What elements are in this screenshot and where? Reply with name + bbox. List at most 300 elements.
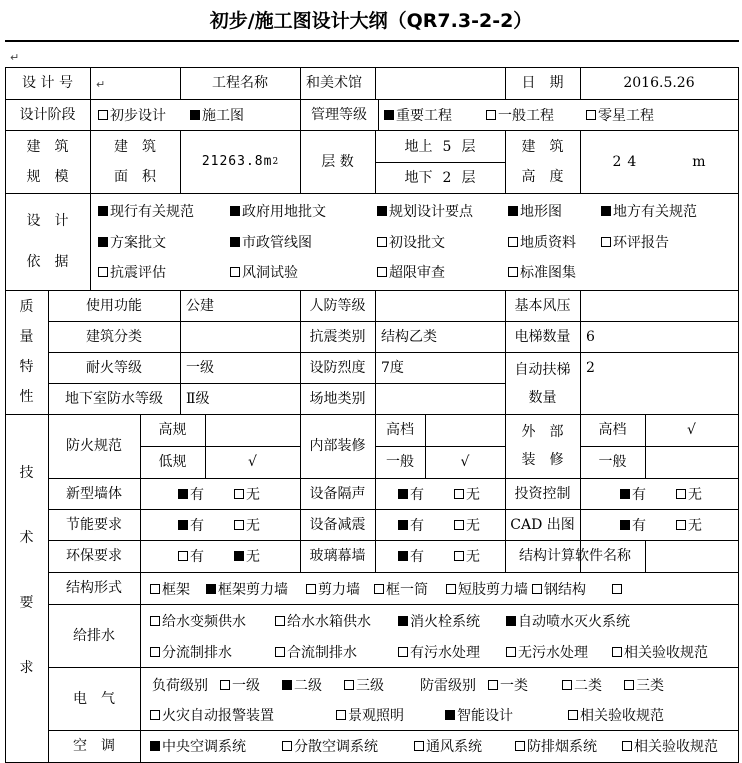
quality-label-text: 场地类别 bbox=[309, 390, 366, 407]
floors-label bbox=[300, 132, 375, 192]
checkbox[interactable] bbox=[620, 520, 630, 530]
checkbox[interactable] bbox=[454, 520, 464, 530]
checkbox-label: 分流制排水 bbox=[162, 645, 232, 661]
fire-high-label bbox=[140, 414, 205, 446]
env-label bbox=[48, 540, 140, 572]
fire-low-value-text: √ bbox=[248, 454, 257, 470]
checkbox[interactable] bbox=[230, 237, 240, 247]
floors-above[interactable] bbox=[375, 132, 505, 162]
checkbox[interactable] bbox=[398, 616, 408, 626]
checkbox-label: 重要工程 bbox=[396, 108, 452, 124]
checkbox[interactable] bbox=[190, 110, 200, 120]
checkbox-label: 初步设计 bbox=[110, 108, 166, 124]
wall-yes[interactable] bbox=[178, 485, 204, 503]
checkbox-label: 方案批文 bbox=[110, 235, 166, 251]
int-high-label-text: 高档 bbox=[386, 422, 414, 438]
checkbox[interactable] bbox=[624, 680, 634, 690]
checkbox[interactable] bbox=[532, 584, 542, 594]
fire-code-label-text: 防火规范 bbox=[66, 438, 122, 454]
quality-side-label-part: 量 bbox=[19, 329, 34, 345]
option-minor[interactable] bbox=[586, 106, 654, 124]
checkbox-label: 通风系统 bbox=[426, 739, 482, 755]
quality-label-text: 地下室防水等级 bbox=[65, 390, 163, 407]
floors-below-part: 2 bbox=[442, 169, 452, 186]
table-rule bbox=[90, 67, 91, 131]
checkbox[interactable] bbox=[508, 237, 518, 247]
damp-label-text: 设备减震 bbox=[309, 516, 366, 533]
checkbox[interactable] bbox=[398, 647, 408, 657]
hvac-option[interactable] bbox=[622, 737, 718, 755]
checkbox[interactable] bbox=[98, 206, 108, 216]
area-unit-sup: 2 bbox=[272, 157, 279, 167]
ext-normal-value[interactable] bbox=[645, 446, 742, 478]
checkbox[interactable] bbox=[486, 110, 496, 120]
load-label bbox=[146, 676, 222, 696]
checkbox[interactable] bbox=[398, 489, 408, 499]
ext-label-part: 外 部 bbox=[521, 424, 564, 440]
quality-value[interactable] bbox=[375, 352, 511, 383]
struct-option[interactable] bbox=[306, 580, 360, 598]
checkbox[interactable] bbox=[234, 520, 244, 530]
checkbox[interactable] bbox=[620, 489, 630, 499]
elec-option[interactable] bbox=[568, 706, 664, 724]
tech-side-label bbox=[5, 440, 48, 700]
ext-high-label-text: 高档 bbox=[598, 422, 627, 438]
checkbox[interactable] bbox=[150, 584, 160, 594]
checkbox-label: 有 bbox=[410, 486, 424, 503]
table-rule bbox=[48, 509, 739, 510]
checkbox-label: 规划设计要点 bbox=[389, 204, 473, 220]
checkbox-label: 超限审查 bbox=[389, 265, 445, 281]
option-general[interactable] bbox=[486, 106, 554, 124]
water-option[interactable] bbox=[150, 643, 232, 661]
software-value[interactable] bbox=[645, 540, 742, 572]
elec-option[interactable] bbox=[445, 706, 513, 724]
checkbox-label: 火灾自动报警装置 bbox=[162, 708, 274, 724]
sound-label-text: 设备隔声 bbox=[309, 485, 366, 502]
checkbox[interactable] bbox=[150, 741, 160, 751]
env-no[interactable] bbox=[234, 547, 260, 565]
checkbox-label: 有 bbox=[410, 517, 424, 534]
checkbox-label: 框架剪力墙 bbox=[218, 582, 288, 598]
checkbox-label: 合流制排水 bbox=[287, 645, 357, 661]
table-rule bbox=[738, 67, 739, 763]
date-value[interactable] bbox=[580, 70, 738, 96]
cad-yes[interactable] bbox=[620, 516, 646, 534]
basis-option[interactable] bbox=[508, 263, 576, 281]
struct-option[interactable] bbox=[374, 580, 428, 598]
checkbox[interactable] bbox=[282, 680, 292, 690]
checkbox-label: 给水水箱供水 bbox=[287, 614, 371, 630]
checkbox-label: 三类 bbox=[636, 678, 664, 694]
lightning-label bbox=[414, 676, 490, 696]
basis-option[interactable] bbox=[230, 263, 298, 281]
lightning-option[interactable] bbox=[562, 676, 602, 694]
quality-side-label-part: 质 bbox=[19, 299, 34, 315]
invest-label-text: 投资控制 bbox=[514, 485, 571, 502]
checkbox-label: 三级 bbox=[356, 678, 384, 694]
checkbox-label: 有 bbox=[190, 517, 204, 534]
table-rule bbox=[48, 667, 739, 668]
basis-option[interactable] bbox=[508, 233, 576, 251]
checkbox[interactable] bbox=[622, 741, 632, 751]
floors-above-part: 层 bbox=[461, 139, 476, 155]
checkbox-label: 分散空调系统 bbox=[294, 739, 378, 755]
checkbox[interactable] bbox=[98, 237, 108, 247]
checkbox[interactable] bbox=[676, 520, 686, 530]
quality-value[interactable] bbox=[580, 352, 742, 383]
checkbox[interactable] bbox=[377, 206, 387, 216]
table-rule bbox=[5, 193, 739, 194]
checkbox[interactable] bbox=[98, 110, 108, 120]
checkbox[interactable] bbox=[676, 489, 686, 499]
checkbox-label: 无 bbox=[688, 517, 702, 534]
ext-high-value-text: √ bbox=[687, 422, 696, 438]
checkbox[interactable] bbox=[206, 584, 216, 594]
int-high-label bbox=[375, 414, 425, 446]
water-option[interactable] bbox=[506, 612, 630, 630]
design-stage-label bbox=[5, 101, 90, 128]
checkbox[interactable] bbox=[230, 267, 240, 277]
scale-label-part: 建 筑 bbox=[26, 139, 69, 155]
checkbox-label: 相关验收规范 bbox=[580, 708, 664, 724]
ext-high-value[interactable] bbox=[645, 414, 738, 446]
quality-value[interactable] bbox=[180, 352, 306, 383]
quality-value-text: Ⅱ级 bbox=[186, 390, 210, 407]
checkbox[interactable] bbox=[446, 584, 456, 594]
basis-option[interactable] bbox=[377, 202, 473, 220]
cad-label-text: CAD 出图 bbox=[510, 516, 575, 533]
quality-label-text: 基本风压 bbox=[514, 297, 571, 314]
checkbox[interactable] bbox=[398, 551, 408, 561]
basis-option[interactable] bbox=[377, 263, 445, 281]
date-label bbox=[505, 70, 580, 96]
energy-yes[interactable] bbox=[178, 516, 204, 534]
hvac-option[interactable] bbox=[414, 737, 482, 755]
checkbox[interactable] bbox=[414, 741, 424, 751]
load-option[interactable] bbox=[344, 676, 384, 694]
checkbox[interactable] bbox=[178, 520, 188, 530]
basis-option[interactable] bbox=[601, 233, 669, 251]
invest-label bbox=[505, 478, 580, 509]
basis-option[interactable] bbox=[98, 202, 194, 220]
checkbox[interactable] bbox=[377, 267, 387, 277]
quality-value-text: 结构乙类 bbox=[381, 328, 437, 345]
energy-no[interactable] bbox=[234, 516, 260, 534]
project-name-label-text: 工程名称 bbox=[212, 75, 268, 91]
checkbox[interactable] bbox=[98, 267, 108, 277]
checkbox-label: 有 bbox=[410, 549, 424, 565]
checkbox-label: 防排烟系统 bbox=[527, 739, 597, 755]
checkbox[interactable] bbox=[344, 680, 354, 690]
checkbox-label: 钢结构 bbox=[544, 582, 586, 598]
checkbox[interactable] bbox=[562, 680, 572, 690]
checkbox-label: 有 bbox=[190, 549, 204, 565]
floors-below-part: 地下 bbox=[404, 169, 433, 186]
scale-label-part: 规 模 bbox=[26, 169, 69, 185]
quality-side-label-part: 特 bbox=[19, 359, 34, 375]
date-value-text: 2016.5.26 bbox=[623, 75, 695, 91]
checkbox[interactable] bbox=[178, 551, 188, 561]
checkbox-label: 有 bbox=[632, 517, 646, 534]
quality-label-text: 抗震类别 bbox=[309, 328, 366, 345]
design-stage-label-text: 设计阶段 bbox=[19, 106, 76, 123]
checkbox-label: 相关验收规范 bbox=[634, 739, 718, 755]
invest-no[interactable] bbox=[676, 485, 702, 503]
floors-below[interactable] bbox=[375, 163, 505, 192]
struct-option[interactable] bbox=[150, 580, 190, 598]
checkbox[interactable] bbox=[336, 710, 346, 720]
project-name-label bbox=[180, 70, 300, 96]
checkbox[interactable] bbox=[506, 616, 516, 626]
int-normal-label bbox=[375, 446, 425, 478]
ext-high-label bbox=[580, 414, 645, 446]
basis-option[interactable] bbox=[377, 233, 445, 251]
curtain-yes[interactable] bbox=[398, 547, 424, 565]
checkbox[interactable] bbox=[282, 741, 292, 751]
checkbox-label: 零星工程 bbox=[598, 108, 654, 124]
mgmt-level-label bbox=[300, 101, 378, 128]
load-option[interactable] bbox=[282, 676, 322, 694]
checkbox-label: 无 bbox=[246, 549, 260, 565]
return-mark: ↵ bbox=[96, 78, 106, 91]
checkbox[interactable] bbox=[506, 647, 516, 657]
energy-label bbox=[48, 509, 140, 540]
checkbox[interactable] bbox=[488, 680, 498, 690]
fire-low-value[interactable] bbox=[205, 446, 300, 478]
water-option[interactable] bbox=[275, 643, 357, 661]
checkbox[interactable] bbox=[150, 647, 160, 657]
water-label-text: 给排水 bbox=[73, 627, 115, 644]
checkbox-label: 景观照明 bbox=[348, 708, 404, 724]
checkbox[interactable] bbox=[377, 237, 387, 247]
int-normal-value-text: √ bbox=[460, 454, 470, 470]
elec-label bbox=[48, 667, 140, 730]
option-construction[interactable] bbox=[190, 106, 244, 124]
int-high-value[interactable] bbox=[425, 414, 511, 446]
design-no-label-text: 设 计 号 bbox=[22, 75, 73, 91]
ext-label bbox=[505, 418, 580, 474]
table-rule bbox=[48, 604, 739, 605]
ext-normal-label bbox=[580, 446, 645, 478]
cad-no[interactable] bbox=[676, 516, 702, 534]
water-option[interactable] bbox=[506, 643, 588, 661]
quality-value[interactable] bbox=[375, 383, 511, 414]
checkbox-label: 一级 bbox=[232, 678, 260, 694]
elec-option[interactable] bbox=[336, 706, 404, 724]
area-label bbox=[90, 132, 180, 192]
checkbox[interactable] bbox=[601, 237, 611, 247]
checkbox-label: 框架 bbox=[162, 582, 190, 598]
quality-value[interactable] bbox=[375, 290, 511, 321]
checkbox-label: 无 bbox=[688, 486, 702, 503]
water-option[interactable] bbox=[398, 612, 480, 630]
checkbox-label: 自动喷水灭火系统 bbox=[518, 614, 630, 630]
checkbox[interactable] bbox=[586, 110, 596, 120]
checkbox-label: 现行有关规范 bbox=[110, 204, 194, 220]
checkbox[interactable] bbox=[568, 710, 578, 720]
quality-value[interactable] bbox=[180, 290, 306, 321]
basis-option[interactable] bbox=[98, 263, 166, 281]
fire-low-label-text: 低规 bbox=[158, 454, 187, 470]
hvac-label-text: 空 调 bbox=[73, 738, 115, 754]
invest-yes[interactable] bbox=[620, 485, 646, 503]
tech-side-label-part: 要 bbox=[19, 594, 34, 611]
checkbox[interactable] bbox=[612, 647, 622, 657]
hvac-option[interactable] bbox=[515, 737, 597, 755]
quality-label bbox=[48, 383, 180, 414]
height-number: 24 bbox=[612, 154, 643, 170]
struct-option[interactable] bbox=[446, 580, 528, 598]
quality-extra[interactable] bbox=[580, 383, 742, 414]
software-label bbox=[505, 540, 645, 572]
checkbox[interactable] bbox=[220, 680, 230, 690]
checkbox-label: 地质资料 bbox=[520, 235, 576, 251]
wall-no[interactable] bbox=[234, 485, 260, 503]
quality-value-text: 6 bbox=[586, 328, 595, 345]
water-option[interactable] bbox=[612, 643, 708, 661]
table-rule bbox=[140, 572, 141, 763]
env-label-text: 环保要求 bbox=[66, 548, 122, 564]
table-rule bbox=[48, 730, 739, 731]
area-value[interactable] bbox=[180, 132, 300, 192]
design-no-label bbox=[5, 70, 90, 96]
option-preliminary[interactable] bbox=[98, 106, 166, 124]
table-rule bbox=[48, 478, 739, 479]
quality-label bbox=[505, 321, 580, 352]
fire-high-value[interactable] bbox=[205, 414, 306, 446]
escalator-label-part: 自动扶梯 bbox=[514, 362, 571, 378]
table-rule bbox=[645, 540, 646, 573]
elec-option[interactable] bbox=[150, 706, 274, 724]
damp-no[interactable] bbox=[454, 516, 480, 534]
quality-label-text: 设防烈度 bbox=[309, 359, 366, 376]
height-label bbox=[505, 132, 580, 192]
checkbox[interactable] bbox=[374, 584, 384, 594]
checkbox[interactable] bbox=[275, 616, 285, 626]
water-option[interactable] bbox=[150, 612, 246, 630]
checkbox-label: 剪力墙 bbox=[318, 582, 360, 598]
hvac-option[interactable] bbox=[282, 737, 378, 755]
project-name-value bbox=[300, 70, 381, 96]
quality-value[interactable] bbox=[180, 321, 306, 352]
quality-value-text: 7度 bbox=[381, 359, 404, 376]
table-rule bbox=[5, 41, 739, 42]
quality-value[interactable] bbox=[580, 290, 742, 321]
damp-yes[interactable] bbox=[398, 516, 424, 534]
interior-label bbox=[300, 414, 375, 478]
checkbox[interactable] bbox=[515, 741, 525, 751]
quality-value[interactable] bbox=[580, 321, 742, 352]
struct-option[interactable] bbox=[612, 580, 624, 598]
curtain-no[interactable] bbox=[454, 547, 480, 565]
ext-label-part: 装 修 bbox=[521, 452, 564, 468]
basis-option[interactable] bbox=[508, 202, 562, 220]
checkbox[interactable] bbox=[601, 206, 611, 216]
quality-value[interactable] bbox=[180, 383, 306, 414]
checkbox-label: 无污水处理 bbox=[518, 645, 588, 661]
tech-side-label-part: 术 bbox=[19, 529, 34, 546]
int-normal-value[interactable] bbox=[425, 446, 505, 478]
checkbox-label: 短肢剪力墙 bbox=[458, 582, 528, 598]
lightning-option[interactable] bbox=[488, 676, 528, 694]
checkbox[interactable] bbox=[508, 206, 518, 216]
checkbox-label: 无 bbox=[466, 517, 480, 534]
checkbox[interactable] bbox=[234, 551, 244, 561]
fire-code-label bbox=[48, 414, 140, 478]
checkbox[interactable] bbox=[398, 520, 408, 530]
sound-no[interactable] bbox=[454, 485, 480, 503]
load-option[interactable] bbox=[220, 676, 260, 694]
energy-label-text: 节能要求 bbox=[66, 516, 122, 533]
checkbox-label: 中央空调系统 bbox=[162, 739, 246, 755]
quality-label-text: 建筑分类 bbox=[86, 328, 142, 345]
checkbox[interactable] bbox=[612, 584, 622, 594]
checkbox[interactable] bbox=[150, 616, 160, 626]
hvac-option[interactable] bbox=[150, 737, 246, 755]
checkbox-label: 有 bbox=[190, 486, 204, 503]
quality-value[interactable] bbox=[375, 321, 511, 352]
checkbox-label: 施工图 bbox=[202, 108, 244, 124]
return-mark: ↵ bbox=[10, 51, 20, 64]
quality-label bbox=[300, 321, 375, 352]
table-rule bbox=[378, 99, 379, 131]
checkbox-label: 市政管线图 bbox=[242, 235, 312, 251]
quality-side-label-part: 性 bbox=[19, 389, 34, 405]
env-yes[interactable] bbox=[178, 547, 204, 565]
checkbox[interactable] bbox=[508, 267, 518, 277]
checkbox[interactable] bbox=[150, 710, 160, 720]
fire-low-label bbox=[140, 446, 205, 478]
checkbox[interactable] bbox=[445, 710, 455, 720]
checkbox[interactable] bbox=[234, 489, 244, 499]
checkbox-label: 初设批文 bbox=[389, 235, 445, 251]
lightning-option[interactable] bbox=[624, 676, 664, 694]
checkbox[interactable] bbox=[178, 489, 188, 499]
floors-below-part: 层 bbox=[461, 169, 476, 186]
checkbox[interactable] bbox=[306, 584, 316, 594]
water-option[interactable] bbox=[275, 612, 371, 630]
basis-option[interactable] bbox=[98, 233, 166, 251]
quality-label-text: 人防等级 bbox=[309, 297, 366, 314]
water-option[interactable] bbox=[398, 643, 480, 661]
struct-label bbox=[48, 572, 140, 604]
checkbox-label: 相关验收规范 bbox=[624, 645, 708, 661]
checkbox[interactable] bbox=[230, 206, 240, 216]
table-rule bbox=[5, 67, 739, 68]
checkbox[interactable] bbox=[275, 647, 285, 657]
checkbox[interactable] bbox=[454, 489, 464, 499]
struct-option[interactable] bbox=[532, 580, 586, 598]
hvac-label bbox=[48, 730, 140, 762]
basis-option[interactable] bbox=[601, 202, 697, 220]
height-value[interactable] bbox=[580, 132, 738, 192]
checkbox-label: 标准图集 bbox=[520, 265, 576, 281]
option-important[interactable] bbox=[384, 106, 452, 124]
sound-yes[interactable] bbox=[398, 485, 424, 503]
struct-option[interactable] bbox=[206, 580, 288, 598]
quality-label bbox=[300, 290, 375, 321]
basis-option[interactable] bbox=[230, 233, 312, 251]
checkbox-label: 地形图 bbox=[520, 204, 562, 220]
checkbox-label: 有污水处理 bbox=[410, 645, 480, 661]
checkbox[interactable] bbox=[454, 551, 464, 561]
basis-option[interactable] bbox=[230, 202, 326, 220]
table-rule bbox=[48, 572, 739, 573]
checkbox[interactable] bbox=[384, 110, 394, 120]
fire-high-label-text: 高规 bbox=[158, 422, 187, 438]
checkbox-label: 智能设计 bbox=[457, 708, 513, 724]
